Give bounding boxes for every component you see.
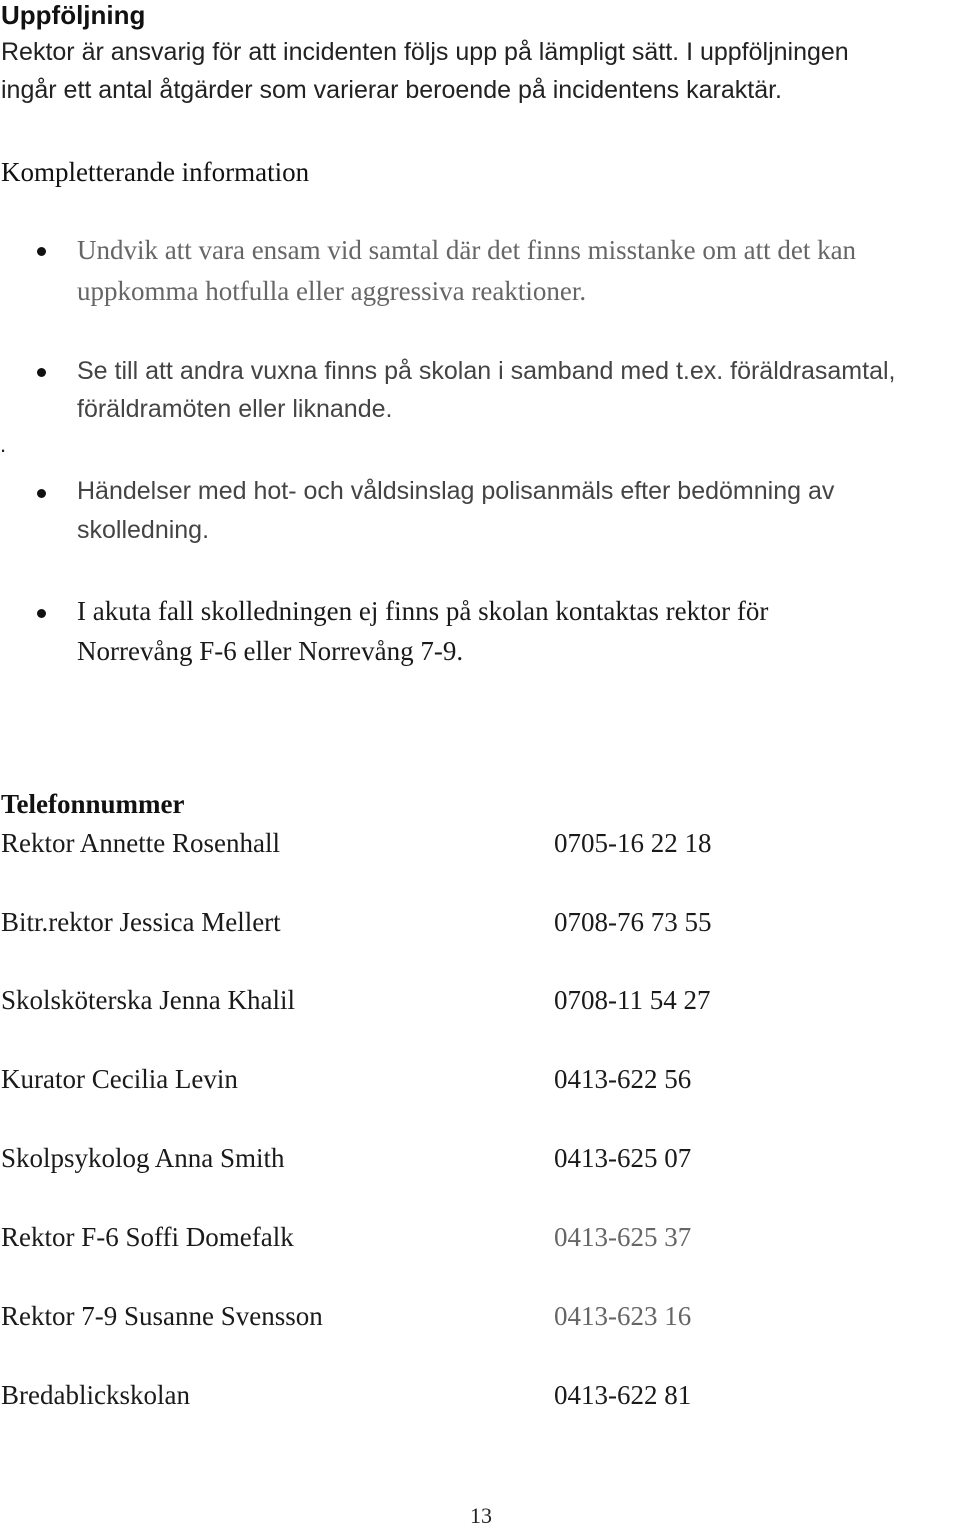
bullet-1-line-2: uppkomma hotfulla eller aggressiva reaktioner. <box>77 276 587 306</box>
bullet-dot <box>37 489 46 498</box>
bullet-dot <box>37 368 46 377</box>
uppfoljning-text-line-2: ingår ett antal åtgärder som varierar beroende på incidentens karaktär. <box>1 76 783 104</box>
section-heading-uppfoljning: Uppföljning <box>1 0 146 30</box>
bullet-dot <box>37 609 46 618</box>
contact-name: Skolsköterska Jenna Khalil <box>1 985 295 1015</box>
contact-phone: 0413-622 81 <box>554 1380 692 1410</box>
bullet-2-line-2: föräldramöten eller liknande. <box>77 395 393 423</box>
contact-name: Bitr.rektor Jessica Mellert <box>1 907 281 937</box>
bullet-3-line-2: skolledning. <box>77 516 210 544</box>
uppfoljning-text-line-1: Rektor är ansvarig för att incidenten följs upp på lämpligt sätt. I uppföljningen <box>1 38 849 66</box>
contact-phone: 0708-11 54 27 <box>554 985 711 1015</box>
contact-name: Bredablickskolan <box>1 1380 190 1410</box>
bullet-3-line-1: Händelser med hot- och våldsinslag polisanmäls efter bedömning av <box>77 477 835 505</box>
bullet-4-line-2: Norrevång F-6 eller Norrevång 7-9. <box>77 636 464 666</box>
contact-name: Skolpsykolog Anna Smith <box>1 1143 285 1173</box>
contact-phone: 0708-76 73 55 <box>554 907 712 937</box>
contact-name: Rektor F-6 Soffi Domefalk <box>1 1222 294 1252</box>
section-heading-kompletterande: Kompletterande information <box>1 157 310 187</box>
bullet-2-line-1: Se till att andra vuxna finns på skolan i samband med t.ex. föräldrasamtal, <box>77 357 896 385</box>
bullet-1-line-1: Undvik att vara ensam vid samtal där det finns misstanke om att det kan <box>77 235 857 265</box>
contact-name: Rektor 7-9 Susanne Svensson <box>1 1301 323 1331</box>
stray-dot: . <box>0 432 7 457</box>
contact-name: Rektor Annette Rosenhall <box>1 828 280 858</box>
contact-phone: 0413-625 37 <box>554 1222 692 1252</box>
contact-phone: 0413-623 16 <box>554 1301 692 1331</box>
contact-name: Kurator Cecilia Levin <box>1 1064 238 1094</box>
contact-phone: 0413-625 07 <box>554 1143 692 1173</box>
section-heading-telefonnummer: Telefonnummer <box>1 789 185 819</box>
bullet-4-line-1: I akuta fall skolledningen ej finns på skolan kontaktas rektor för <box>77 596 769 626</box>
contact-phone: 0413-622 56 <box>554 1064 692 1094</box>
page-number: 13 <box>470 1503 492 1528</box>
bullet-dot <box>37 247 46 256</box>
contact-phone: 0705-16 22 18 <box>554 828 712 858</box>
